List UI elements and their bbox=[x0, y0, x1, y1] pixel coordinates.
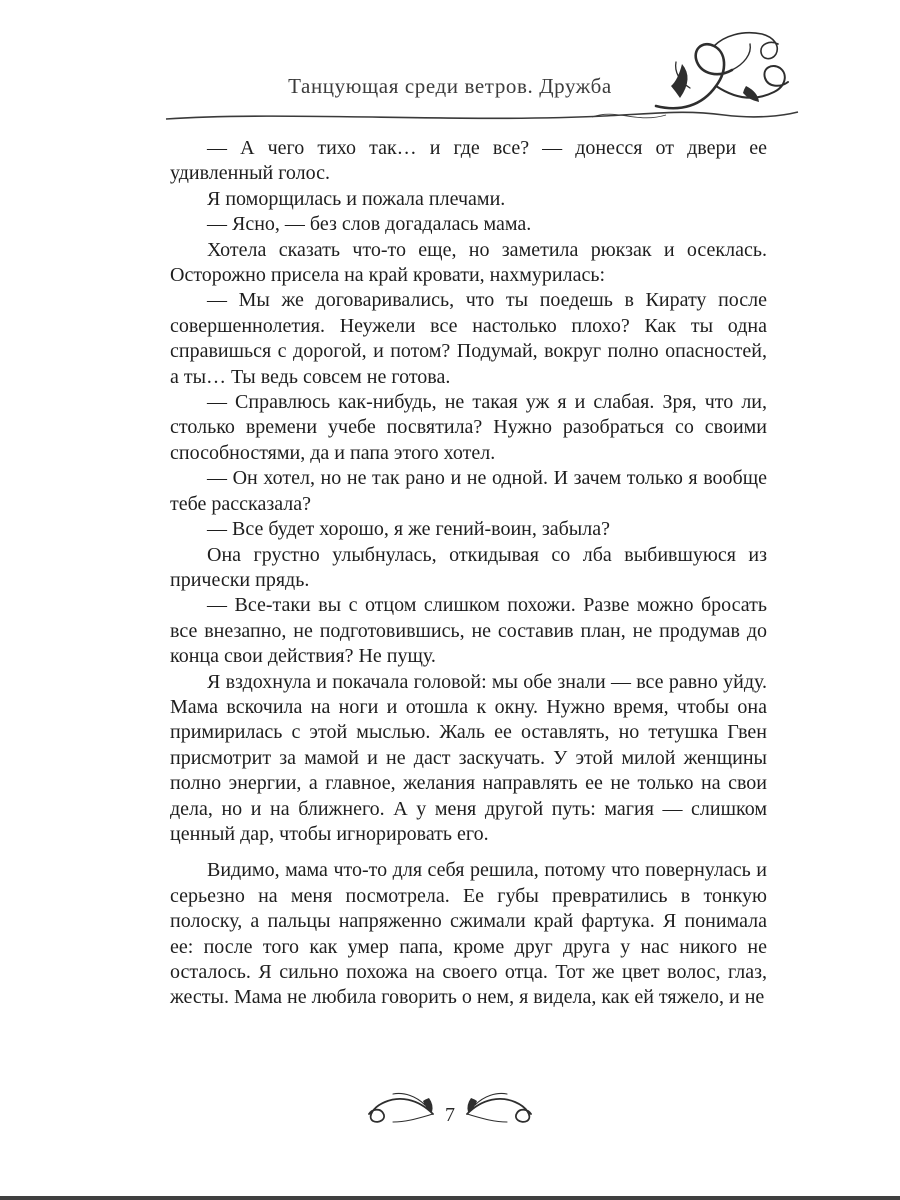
paragraph: — Ясно, — без слов догадалась мама. bbox=[207, 213, 532, 236]
paragraph: — Все-таки вы с отцом слишком похожи. Разве можно бросать все внезапно, не подготовившись, не составив план, не продумав до конца свои действия? Не пущу. bbox=[170, 594, 767, 668]
paragraph: Хотела сказать что-то еще, но заметила рюкзак и осеклась. Осторожно присела на край кровати, нахмурилась: bbox=[170, 238, 767, 287]
page-footer bbox=[0, 1090, 900, 1133]
header-divider-rule bbox=[164, 106, 800, 128]
paragraph: — Мы же договаривались, что ты поедешь в Кирату после совершеннолетия. Неужели все настолько плохо? Как ты одна справишься с дорогой, и потом? Подумай, вокруг полно опасностей, а ты… Ты ведь совсем не готова. bbox=[170, 289, 767, 388]
paragraph: Видимо, мама что-то для себя решила, потому что повернулась и серьезно на меня посмотрела. Ее губы превратились в тонкую полоску, а пальцы напряженно сжимали край фартука. Я понимала ее: после того как умер папа, кроме друг друга у нас никого не осталось. Я сильно похожа на своего отца. Тот же цвет волос, глаз, жесты. Мама не любила говорить о нем, я видела, как ей тяжело, и не bbox=[170, 859, 767, 1009]
running-title: Танцующая среди ветров. Дружба bbox=[288, 74, 612, 98]
paragraph: — Все будет хорошо, я же гений-воин, забыла? bbox=[207, 518, 610, 541]
footer-flourish-left-icon bbox=[363, 1090, 435, 1133]
paragraph: — А чего тихо так… и где все? — донесся от двери ее удивленный голос. bbox=[170, 137, 767, 185]
page-bottom-edge bbox=[0, 1196, 900, 1200]
paragraph: — Он хотел, но не так рано и не одной. И зачем только я вообще тебе рассказала? bbox=[170, 467, 767, 515]
footer-flourish-right-icon bbox=[465, 1090, 537, 1133]
paragraph: Она грустно улыбнулась, откидывая со лба выбившуюся из прически прядь. bbox=[170, 543, 767, 591]
page-number: 7 bbox=[445, 1104, 455, 1126]
paragraph: Я вздохнула и покачала головой: мы обе знали — все равно уйду. Мама вскочила на ноги и отошла к окну. Нужно время, чтобы она примирилась с этой мыслью. Жаль ее оставлять, но тетушка Гвен присмотрит за мамой и не даст заскучать. У этой милой женщины полно энергии, а главное, желания направлять ее не только на свои дела, но и на ближнего. А у меня другой путь: магия — слишком ценный дар, чтобы игнорировать его. bbox=[170, 670, 767, 845]
paragraph: — Справлюсь как-нибудь, не такая уж я и слабая. Зря, что ли, столько времени учебе посвятила? Нужно разобраться со своими способностями, да и папа этого хотел. bbox=[170, 391, 767, 464]
paragraph: Я поморщилась и пожала плечами. bbox=[207, 187, 506, 210]
text-block bbox=[170, 136, 767, 1011]
